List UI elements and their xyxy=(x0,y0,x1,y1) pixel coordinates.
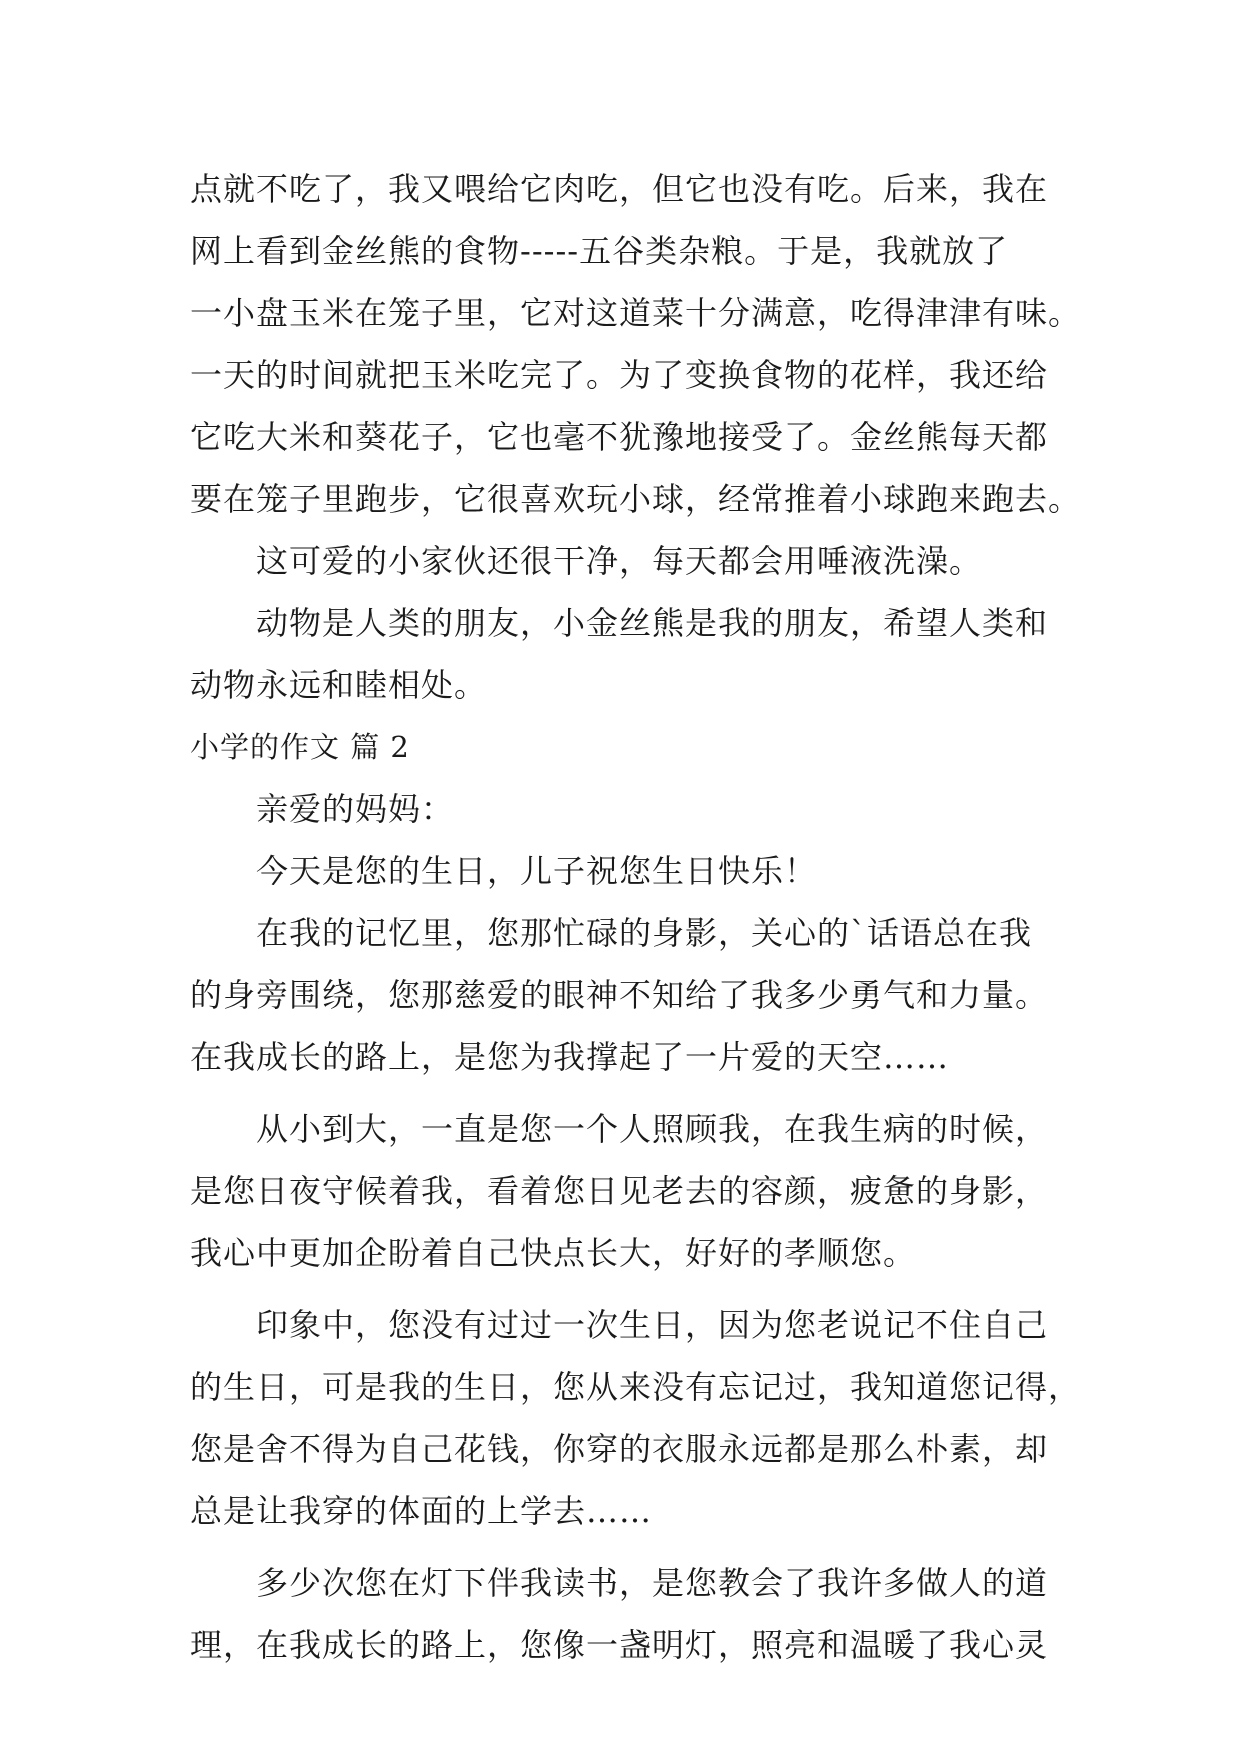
paragraph-birthday-memory xyxy=(190,1294,1082,1542)
text-line: 从小到大，一直是您一个人照顾我，在我生病的时候， xyxy=(256,1110,1049,1148)
paragraph-hamster-clean xyxy=(190,530,1060,592)
text-line: 理，在我成长的路上，您像一盏明灯，照亮和温暖了我心灵 xyxy=(190,1626,1049,1664)
paragraph-animals-friends xyxy=(190,592,1060,716)
text-line: 是您日夜守候着我，看着您日见老去的容颜，疲惫的身影， xyxy=(190,1172,1049,1210)
paragraph-spacer xyxy=(190,1542,1060,1552)
paragraph-memory xyxy=(190,902,1060,1088)
text-line: 一天的时间就把玉米吃完了。为了变换食物的花样，我还给 xyxy=(190,356,1049,394)
paragraph-birthday-wish xyxy=(190,840,1060,902)
text-line: 一小盘玉米在笼子里，它对这道菜十分满意，吃得津津有味。 xyxy=(190,294,1082,332)
text-line: 动物永远和睦相处。 xyxy=(190,666,488,704)
paragraph-care xyxy=(190,1098,1060,1284)
paragraph-spacer xyxy=(190,1284,1060,1294)
text-line: 这可爱的小家伙还很干净，每天都会用唾液洗澡。 xyxy=(256,542,983,580)
text-line: 在我成长的路上，是您为我撑起了一片爱的天空…… xyxy=(190,1038,950,1076)
text-line: 网上看到金丝熊的食物-----五谷类杂粮。于是，我就放了 xyxy=(190,232,1009,270)
text-line: 它吃大米和葵花子，它也毫不犹豫地接受了。金丝熊每天都 xyxy=(190,418,1049,456)
text-line: 印象中，您没有过过一次生日，因为您老说记不住自己 xyxy=(256,1306,1049,1344)
text-line: 点就不吃了，我又喂给它肉吃，但它也没有吃。后来，我在 xyxy=(190,170,1049,208)
text-line: 的身旁围绕，您那慈爱的眼神不知给了我多少勇气和力量。 xyxy=(190,976,1049,1014)
text-line: 总是让我穿的体面的上学去…… xyxy=(190,1492,653,1530)
paragraph-reading-lamp xyxy=(190,1552,1060,1676)
text-line: 您是舍不得为自己花钱，你穿的衣服永远都是那么朴素，却 xyxy=(190,1430,1049,1468)
letter-greeting: 亲爱的妈妈： xyxy=(256,790,455,828)
section-heading: 小学的作文 篇 2 xyxy=(190,730,410,764)
paragraph-spacer xyxy=(190,1088,1060,1098)
document-body xyxy=(190,158,1082,1676)
text-line: 多少次您在灯下伴我读书，是您教会了我许多做人的道 xyxy=(256,1564,1049,1602)
text-line: 今天是您的生日，儿子祝您生日快乐！ xyxy=(256,852,818,890)
text-line: 我心中更加企盼着自己快点长大，好好的孝顺您。 xyxy=(190,1234,917,1272)
text-line: 要在笼子里跑步，它很喜欢玩小球，经常推着小球跑来跑去。 xyxy=(190,480,1082,518)
text-line: 动物是人类的朋友，小金丝熊是我的朋友，希望人类和 xyxy=(256,604,1049,642)
text-line: 在我的记忆里，您那忙碌的身影，关心的`话语总在我 xyxy=(256,914,1033,952)
text-line: 的生日，可是我的生日，您从来没有忘记过，我知道您记得， xyxy=(190,1368,1082,1406)
paragraph-hamster-food xyxy=(190,158,1082,530)
